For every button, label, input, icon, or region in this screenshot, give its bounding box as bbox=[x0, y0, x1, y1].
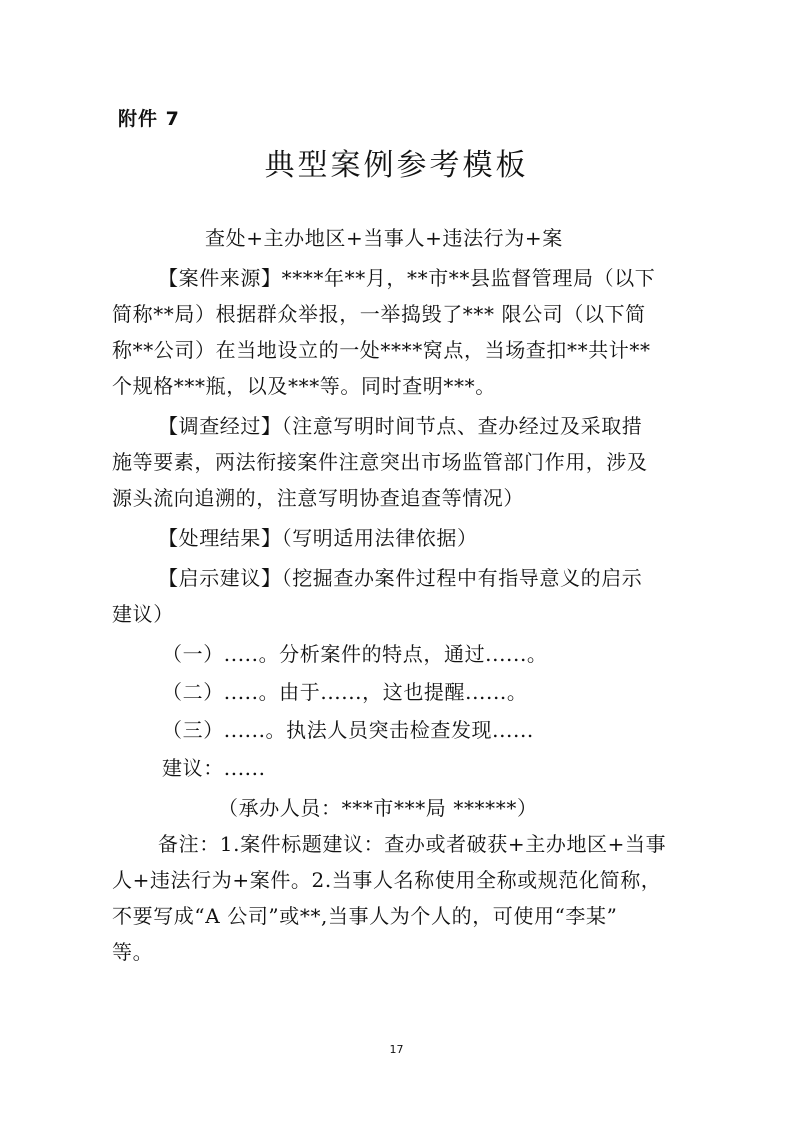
suggestion-item: （三）......。执法人员突击检查发现...... bbox=[162, 718, 534, 742]
recommendation-line: 建议：...... bbox=[162, 756, 266, 780]
remark-line: 备注：1.案件标题建议：查办或者破获+主办地区+当事 bbox=[158, 832, 667, 856]
result-line: 【处理结果】（写明适用法律依据） bbox=[158, 526, 478, 550]
investigation-line: 【调查经过】（注意写明时间节点、查办经过及采取措 bbox=[158, 414, 643, 438]
investigation-line: 源头流向追溯的，注意写明协查追查等情况） bbox=[112, 486, 524, 510]
suggestion-item: （一）.....。分析案件的特点，通过......。 bbox=[162, 642, 548, 666]
suggestion-item: （二）.....。由于......，这也提醒......。 bbox=[162, 680, 528, 704]
handler-line: （承办人员：***市***局 ******） bbox=[218, 796, 538, 820]
attachment-label: 附件 7 bbox=[118, 108, 180, 130]
case-source-line: 【案件来源】****年**月，**市**县监督管理局（以下 bbox=[158, 266, 656, 290]
remark-line: 不要写成“A 公司”或**,当事人为个人的，可使用“李某” bbox=[112, 904, 618, 928]
case-source-line: 称**公司）在当地设立的一处****窝点，当场查扣**共计** bbox=[112, 338, 651, 362]
document-title: 典型案例参考模板 bbox=[264, 148, 529, 183]
case-title-template: 查处+主办地区+当事人+违法行为+案 bbox=[205, 226, 563, 250]
suggestion-line: 【启示建议】（挖掘查办案件过程中有指导意义的启示 bbox=[158, 566, 643, 590]
case-source-line: 个规格***瓶，以及***等。同时查明***。 bbox=[112, 374, 496, 398]
remark-line: 等。 bbox=[112, 940, 154, 964]
page-number: 17 bbox=[389, 1043, 404, 1056]
suggestion-line: 建议） bbox=[112, 602, 174, 626]
remark-line: 人+违法行为+案件。2.当事人名称使用全称或规范化简称， bbox=[112, 868, 662, 892]
investigation-line: 施等要素，两法衔接案件注意突出市场监管部门作用，涉及 bbox=[112, 450, 648, 474]
case-source-line: 简称**局）根据群众举报，一举捣毁了*** 限公司（以下简 bbox=[112, 302, 646, 326]
